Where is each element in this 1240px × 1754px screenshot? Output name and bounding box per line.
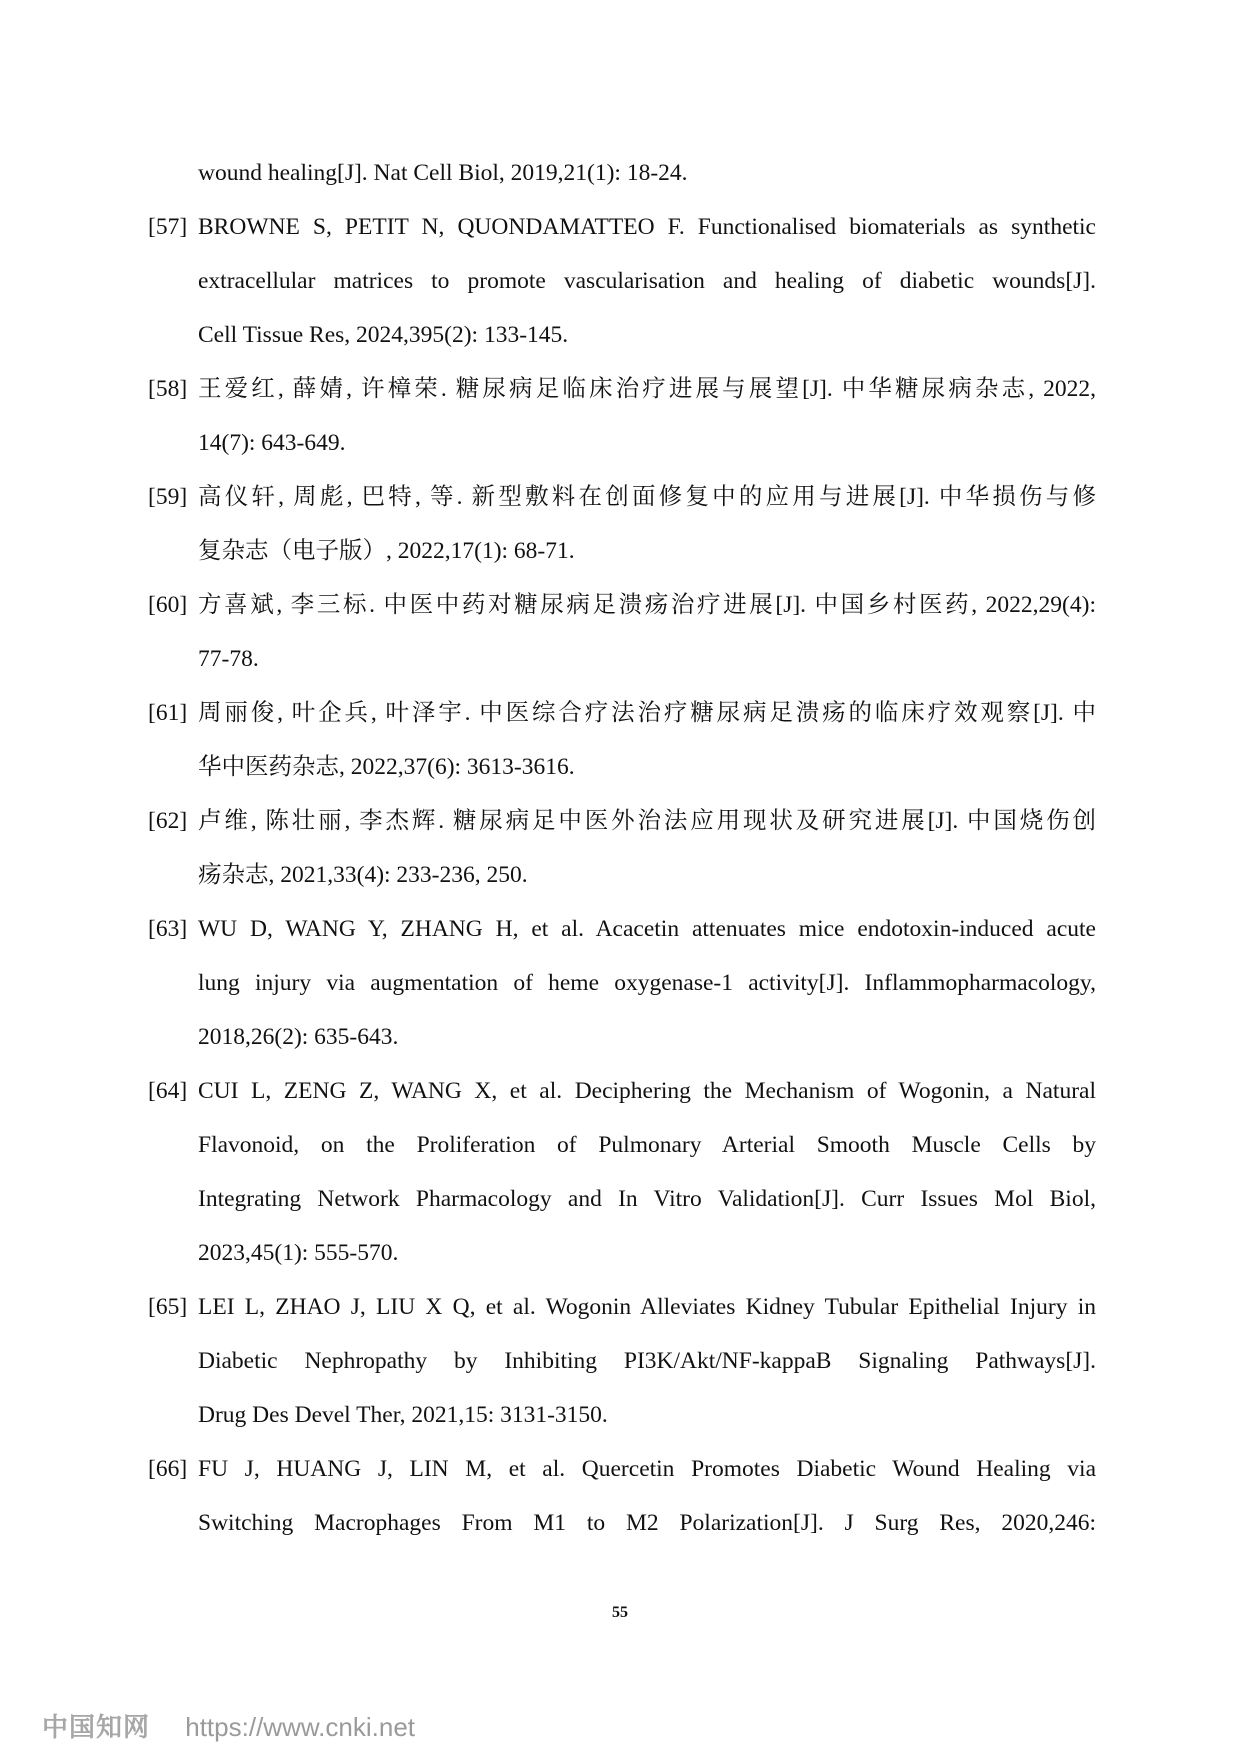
page-number: 55 xyxy=(612,1604,628,1621)
reference-text: 方喜斌, 李三标. 中医中药对糖尿病足溃疡治疗进展[J]. 中国乡村医药, 2022,29(4): xyxy=(198,592,1096,618)
reference-59 xyxy=(148,482,1096,536)
reference-text: CUI L, ZENG Z, WANG X, et al. Deciphering the Mechanism of Wogonin, a Natural xyxy=(198,1078,1096,1104)
reference-text: 77-78. xyxy=(198,646,259,672)
reference-57 xyxy=(148,212,1096,266)
reference-63 xyxy=(148,914,1096,968)
reference-58 xyxy=(148,374,1096,428)
reference-number: [66] xyxy=(148,1456,188,1482)
reference-number: [57] xyxy=(148,214,188,240)
reference-list xyxy=(148,158,1096,1562)
reference-number: [62] xyxy=(148,808,188,834)
reference-number: [59] xyxy=(148,484,188,510)
reference-text: Cell Tissue Res, 2024,395(2): 133-145. xyxy=(198,322,569,348)
reference-text: Drug Des Devel Ther, 2021,15: 3131-3150. xyxy=(198,1402,608,1428)
reference-number: [60] xyxy=(148,592,188,618)
cnki-logo: 中国知网 xyxy=(42,1712,151,1742)
reference-number: [64] xyxy=(148,1078,188,1104)
reference-number: [61] xyxy=(148,700,188,726)
reference-text: LEI L, ZHAO J, LIU X Q, et al. Wogonin Alleviates Kidney Tubular Epithelial Injury in xyxy=(198,1294,1096,1320)
reference-continuation xyxy=(148,158,1096,212)
reference-text: Diabetic Nephropathy by Inhibiting PI3K/Akt/NF-kappaB Signaling Pathways[J]. xyxy=(198,1348,1096,1374)
reference-65 xyxy=(148,1292,1096,1346)
reference-text: 卢维, 陈壮丽, 李杰辉. 糖尿病足中医外治法应用现状及研究进展[J]. 中国烧伤创 xyxy=(198,808,1096,834)
reference-text: 高仪轩, 周彪, 巴特, 等. 新型敷料在创面修复中的应用与进展[J]. 中华损伤与修 xyxy=(198,484,1096,510)
reference-number: [65] xyxy=(148,1294,188,1320)
reference-66 xyxy=(148,1454,1096,1508)
reference-text: Switching Macrophages From M1 to M2 Polarization[J]. J Surg Res, 2020,246: xyxy=(198,1510,1096,1536)
reference-text: 2018,26(2): 635-643. xyxy=(198,1024,399,1050)
reference-64 xyxy=(148,1076,1096,1130)
reference-text: wound healing[J]. Nat Cell Biol, 2019,21(1): 18-24. xyxy=(198,160,688,186)
reference-text: BROWNE S, PETIT N, QUONDAMATTEO F. Functionalised biomaterials as synthetic xyxy=(198,214,1096,240)
reference-text: FU J, HUANG J, LIN M, et al. Quercetin Promotes Diabetic Wound Healing via xyxy=(198,1456,1096,1482)
reference-text: 疡杂志, 2021,33(4): 233-236, 250. xyxy=(198,862,528,888)
reference-62 xyxy=(148,806,1096,860)
reference-number: [58] xyxy=(148,376,188,402)
footer-watermark xyxy=(42,1707,415,1744)
reference-61 xyxy=(148,698,1096,752)
reference-text: Flavonoid, on the Proliferation of Pulmonary Arterial Smooth Muscle Cells by xyxy=(198,1132,1096,1158)
reference-text: 王爱红, 薛婧, 许樟荣. 糖尿病足临床治疗进展与展望[J]. 中华糖尿病杂志, 2022, xyxy=(198,376,1096,402)
reference-text: 复杂志（电子版）, 2022,17(1): 68-71. xyxy=(198,538,575,564)
reference-text: WU D, WANG Y, ZHANG H, et al. Acacetin attenuates mice endotoxin-induced acute xyxy=(198,916,1096,942)
reference-text: 华中医药杂志, 2022,37(6): 3613-3616. xyxy=(198,754,575,780)
reference-text: 周丽俊, 叶企兵, 叶泽宇. 中医综合疗法治疗糖尿病足溃疡的临床疗效观察[J]. 中 xyxy=(198,700,1096,726)
reference-text: extracellular matrices to promote vascularisation and healing of diabetic wounds[J]. xyxy=(198,268,1096,294)
reference-text: 14(7): 643-649. xyxy=(198,430,346,456)
reference-text: Integrating Network Pharmacology and In Vitro Validation[J]. Curr Issues Mol Biol, xyxy=(198,1186,1096,1212)
reference-60 xyxy=(148,590,1096,644)
footer-url[interactable]: https://www.cnki.net xyxy=(185,1712,416,1742)
reference-text: 2023,45(1): 555-570. xyxy=(198,1240,399,1266)
reference-text: lung injury via augmentation of heme oxygenase-1 activity[J]. Inflammopharmacology, xyxy=(198,970,1096,996)
reference-number: [63] xyxy=(148,916,188,942)
